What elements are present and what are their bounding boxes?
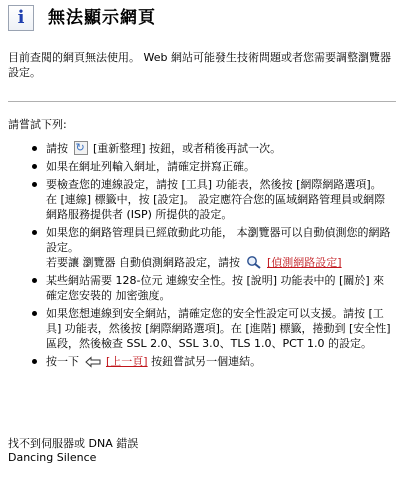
suggestion-text: 按一下 [46,355,79,368]
suggestion-connection-settings [28,177,392,222]
suggestion-text: [重新整理] 按鈕，或者稍後再試一次。 [93,142,282,155]
refresh-icon [74,141,88,155]
suggestion-text: 如果您的網路管理員已經啟動此功能， 本瀏覽器可以自動偵測您的網路設定。 [46,226,391,254]
suggestion-list [28,141,392,372]
suggestion-encryption [28,273,392,303]
back-arrow-icon [85,356,101,368]
suggestion-refresh [28,141,392,156]
back-link[interactable]: [上一頁] [106,355,148,368]
suggestion-check-address [28,159,392,174]
page-header [8,4,396,36]
suggestion-text: 如果您想連線到安全網站，請確定您的安全性設定可以支援。請按 [工具] 功能表，然後按 [網際網路選項]。在 [進階] 標籤，捲動到 [安全性] 區段，然後檢查 SSL 2.0、SSL 3.0、TLS 1.0、PCT 1.0 的設定。 [46,307,391,350]
suggestion-back [28,354,392,369]
suggestion-text: 按鈕嘗試另一個連結。 [151,355,262,368]
suggestion-auto-detect [28,225,392,270]
info-icon: i [8,5,34,31]
search-icon [246,255,262,269]
divider [8,101,396,102]
suggestion-security-settings [28,306,392,351]
error-code: 找不到伺服器或 DNA 錯誤 [8,437,139,450]
suggestion-text: 要檢查您的連線設定，請按 [工具] 功能表，然後按 [網際網路選項]。在 [連線] 標籤中，按 [設定]。 設定應符合您的區域網路管理員或網際網路服務提供者 (ISP) 所提供的設定。 [46,178,386,221]
suggestion-subline [46,255,392,270]
suggestion-text: 某些網站需要 128-位元 連線安全性。按 [說明] 功能表中的 [關於] 來確定您安裝的 加密強度。 [46,274,385,302]
detect-settings-link[interactable]: [偵測網路設定] [267,256,342,269]
error-footer [8,437,396,465]
intro-text: 目前查閱的網頁無法使用。 Web 網站可能發生技術問題或者您需要調整瀏覽器設定。 [8,51,391,79]
suggestion-text: 如果在網址列輸入網址，請確定拼寫正確。 [46,160,255,173]
browser-name: Dancing Silence [8,451,97,464]
try-heading: 請嘗試下列: [8,118,67,131]
suggestion-text: 請按 [46,142,68,155]
suggestion-text: 若要讓 瀏覽器 自動偵測網路設定，請按 [46,256,240,269]
page-title: 無法顯示網頁 [48,8,156,28]
